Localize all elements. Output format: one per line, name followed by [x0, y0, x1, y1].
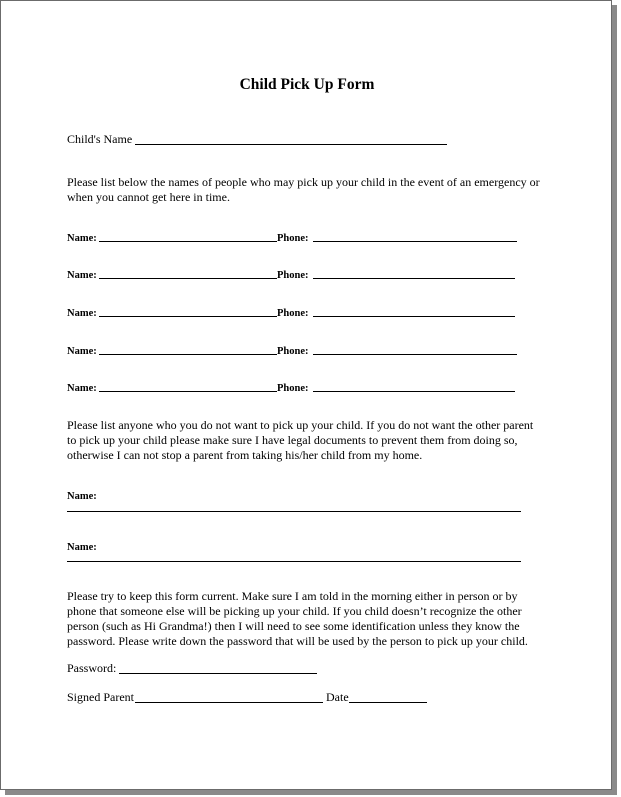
pickup-phone-field-1[interactable] — [313, 241, 517, 242]
restricted-line-3: otherwise I can not stop a parent from taking his/her child from my home. — [67, 448, 423, 462]
date-label: Date — [326, 690, 349, 704]
pickup-phone-label-4: Phone: — [277, 346, 309, 357]
pickup-phone-field-2[interactable] — [313, 278, 515, 279]
pickup-phone-label-5: Phone: — [277, 383, 309, 394]
current-line-3: person (such as Hi Grandma!) then I will need to see some identification unless they know the — [67, 619, 520, 633]
pickup-phone-label-1: Phone: — [277, 233, 309, 244]
pickup-phone-field-5[interactable] — [313, 391, 515, 392]
pickup-name-label-4: Name: — [67, 346, 97, 357]
password-field[interactable] — [119, 673, 317, 674]
pickup-name-field-4[interactable] — [99, 354, 277, 355]
pickup-name-field-1[interactable] — [99, 241, 277, 242]
signed-parent-label: Signed Parent — [67, 690, 134, 704]
pickup-name-field-5[interactable] — [99, 391, 277, 392]
pickup-name-field-2[interactable] — [99, 278, 277, 279]
signed-parent-field[interactable] — [135, 702, 323, 703]
pickup-name-label-5: Name: — [67, 383, 97, 394]
pickup-phone-field-3[interactable] — [313, 316, 515, 317]
restricted-name-label-1: Name: — [67, 491, 97, 502]
current-line-1: Please try to keep this form current. Make sure I am told in the morning either in person or by — [67, 589, 518, 603]
restricted-name-label-2: Name: — [67, 542, 97, 553]
restricted-line-1: Please list anyone who you do not want to pick up your child. If you do not want the other parent — [67, 418, 534, 432]
pickup-name-label-3: Name: — [67, 308, 97, 319]
child-name-field[interactable] — [135, 144, 447, 145]
current-line-4: password. Please write down the password that will be used by the person to pick up your child. — [67, 634, 528, 648]
pickup-name-field-3[interactable] — [99, 316, 277, 317]
pickup-phone-label-3: Phone: — [277, 308, 309, 319]
pickup-phone-field-4[interactable] — [313, 354, 517, 355]
pickup-phone-label-2: Phone: — [277, 270, 309, 281]
current-line-2: phone that someone else will be picking up your child. If you child doesn’t recognize the other — [67, 604, 522, 618]
restricted-name-field-2[interactable] — [67, 561, 521, 562]
intro-line-2: when you cannot get here in time. — [67, 190, 230, 204]
restricted-name-field-1[interactable] — [67, 511, 521, 512]
restricted-line-2: to pick up your child please make sure I have legal documents to prevent them from doing so, — [67, 433, 518, 447]
password-label: Password: — [67, 661, 117, 675]
form-title: Child Pick Up Form — [239, 76, 375, 93]
child-name-label: Child's Name — [67, 132, 133, 146]
intro-line-1: Please list below the names of people who may pick up your child in the event of an emergency or — [67, 175, 540, 189]
pickup-name-label-1: Name: — [67, 233, 97, 244]
date-field[interactable] — [349, 702, 427, 703]
pickup-name-label-2: Name: — [67, 270, 97, 281]
